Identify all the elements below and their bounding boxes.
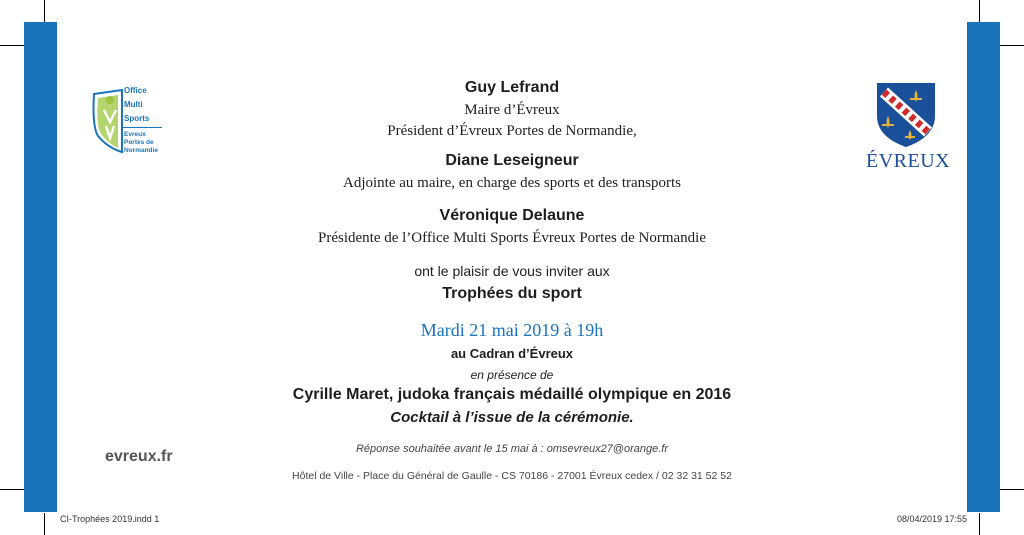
- file-slug: CI-Trophées 2019.indd 1: [60, 514, 160, 524]
- crop-mark: [1000, 45, 1024, 46]
- guest-line: Cyrille Maret, judoka français médaillé olympique en 2016: [292, 386, 732, 403]
- crop-mark: [1000, 489, 1024, 490]
- host1-role2: Président d’Évreux Portes de Normandie,: [387, 123, 637, 139]
- cocktail-line: Cocktail à l’issue de la cérémonie.: [390, 409, 634, 426]
- event-date: Mardi 21 mai 2019 à 19h: [420, 320, 604, 340]
- crop-mark: [44, 513, 45, 535]
- oms-logo-line4: Evreux: [124, 131, 146, 138]
- invite-text: ont le plaisir de vous inviter aux: [414, 263, 610, 279]
- coat-of-arms-icon: [874, 80, 938, 148]
- crop-mark: [0, 489, 24, 490]
- right-blue-band: [967, 22, 1000, 512]
- crop-mark: [0, 45, 24, 46]
- host1-role1: Maire d’Évreux: [464, 102, 560, 118]
- evreux-wordmark: ÉVREUX: [866, 150, 951, 172]
- address-line: Hôtel de Ville - Place du Général de Gaulle - CS 70186 - 27001 Évreux cedex / 02 32 31 52 52: [292, 470, 732, 482]
- presence-text: en présence de: [470, 368, 554, 382]
- crop-mark: [979, 513, 980, 535]
- oms-logo-line5: Portes de: [124, 139, 154, 146]
- event-name: Trophées du sport: [442, 285, 582, 302]
- date-slug: 08/04/2019 17:55: [897, 514, 968, 524]
- host3-name: Véronique Delaune: [439, 207, 585, 224]
- event-venue: au Cadran d’Évreux: [450, 346, 574, 361]
- website-link[interactable]: evreux.fr: [105, 448, 173, 465]
- oms-logo-divider: [122, 127, 162, 128]
- crop-mark: [979, 0, 980, 22]
- host2-role: Adjointe au maire, en charge des sports et des transports: [343, 175, 681, 191]
- oms-logo-line3: Sports: [124, 114, 150, 123]
- host3-role: Présidente de l’Office Multi Sports Évreux Portes de Normandie: [318, 230, 706, 246]
- oms-logo-line1: Office: [124, 86, 147, 95]
- left-blue-band: [24, 22, 57, 512]
- host2-name: Diane Leseigneur: [445, 152, 579, 169]
- host1-name: Guy Lefrand: [464, 79, 560, 96]
- crop-mark: [44, 0, 45, 22]
- rsvp-line: Réponse souhaitée avant le 15 mai à : omsevreux27@orange.fr: [355, 443, 669, 455]
- oms-logo-line2: Multi: [124, 100, 143, 109]
- oms-logo-line6: Normandie: [124, 147, 158, 154]
